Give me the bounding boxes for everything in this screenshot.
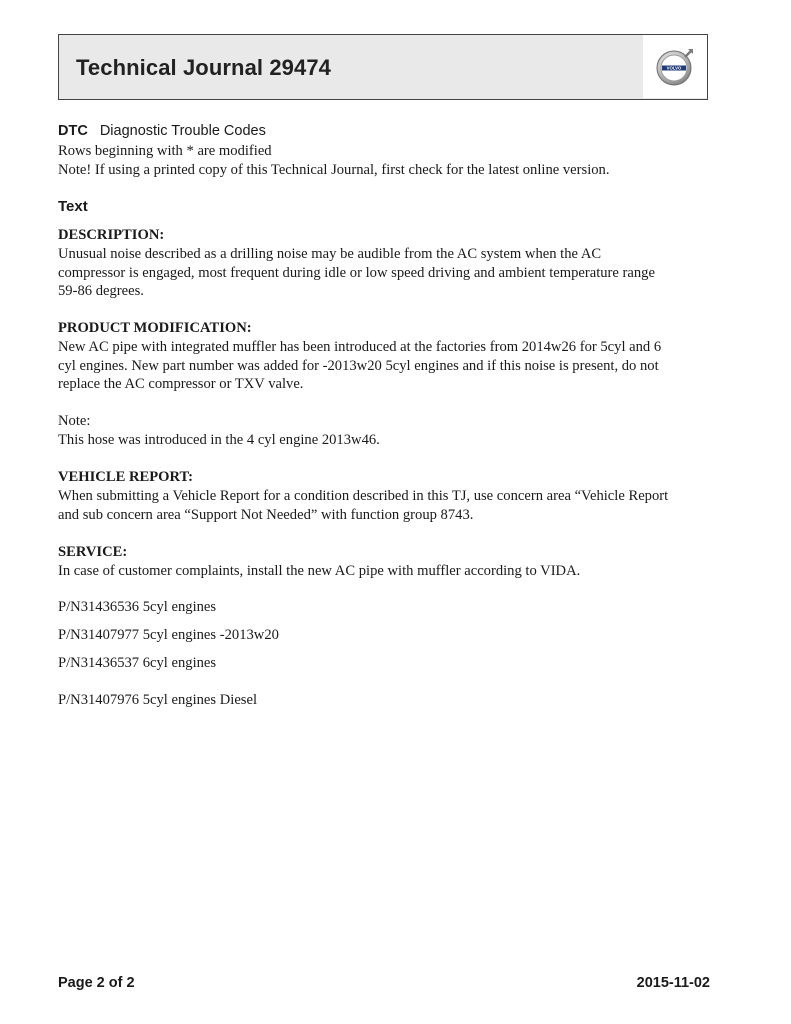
dtc-description: Diagnostic Trouble Codes (99, 123, 266, 139)
description-line: compressor is engaged, most frequent during idle or low speed driving and ambient temperature range (58, 264, 655, 281)
page-number: Page 2 of 2 (58, 975, 135, 991)
service-section (58, 543, 718, 581)
volvo-logo-icon (655, 47, 695, 87)
description-line: 59-86 degrees. (58, 283, 144, 300)
logo-wordmark: VOLVO (666, 65, 682, 71)
product-modification-line: New AC pipe with integrated muffler has been introduced at the factories from 2014w26 for 5cyl and 6 (58, 338, 662, 355)
dtc-row (58, 123, 266, 139)
vehicle-report-line: and sub concern area “Support Not Needed” with function group 8743. (58, 506, 474, 523)
document-header (58, 34, 708, 100)
part-number-row: P/N31407977 5cyl engines -2013w20 (58, 627, 279, 643)
vehicle-report-section (58, 468, 718, 524)
printed-copy-note: Note! If using a printed copy of this Technical Journal, first check for the latest online version. (58, 162, 610, 178)
document-title: Technical Journal 29474 (76, 55, 332, 80)
part-number-row: P/N31436536 5cyl engines (58, 599, 217, 615)
description-line: Unusual noise described as a drilling noise may be audible from the AC system when the AC (58, 245, 602, 262)
dtc-label: DTC (58, 123, 88, 139)
vehicle-report-line: When submitting a Vehicle Report for a condition described in this TJ, use concern area “Vehicle Report (58, 487, 669, 504)
service-title: SERVICE: (58, 544, 128, 560)
product-modification-section (58, 319, 718, 394)
description-section (58, 226, 718, 301)
note-text: This hose was introduced in the 4 cyl engine 2013w46. (58, 431, 380, 448)
description-title: DESCRIPTION: (58, 227, 165, 243)
text-heading: Text (58, 198, 88, 215)
logo-container (643, 35, 707, 98)
product-modification-line: cyl engines. New part number was added for -2013w20 5cyl engines and if this noise is present, do not (58, 357, 659, 374)
note-label: Note: (58, 413, 91, 429)
part-number-row: P/N31407976 5cyl engines Diesel (58, 692, 258, 708)
part-number-row: P/N31436537 6cyl engines (58, 655, 217, 671)
service-text: In case of customer complaints, install the new AC pipe with muffler according to VIDA. (58, 562, 581, 579)
product-modification-title: PRODUCT MODIFICATION: (58, 320, 252, 336)
modified-rows-note: Rows beginning with * are modified (58, 143, 272, 159)
note-section (58, 412, 718, 450)
vehicle-report-title: VEHICLE REPORT: (58, 469, 194, 485)
document-date: 2015-11-02 (636, 975, 710, 991)
product-modification-line: replace the AC compressor or TXV valve. (58, 376, 304, 393)
